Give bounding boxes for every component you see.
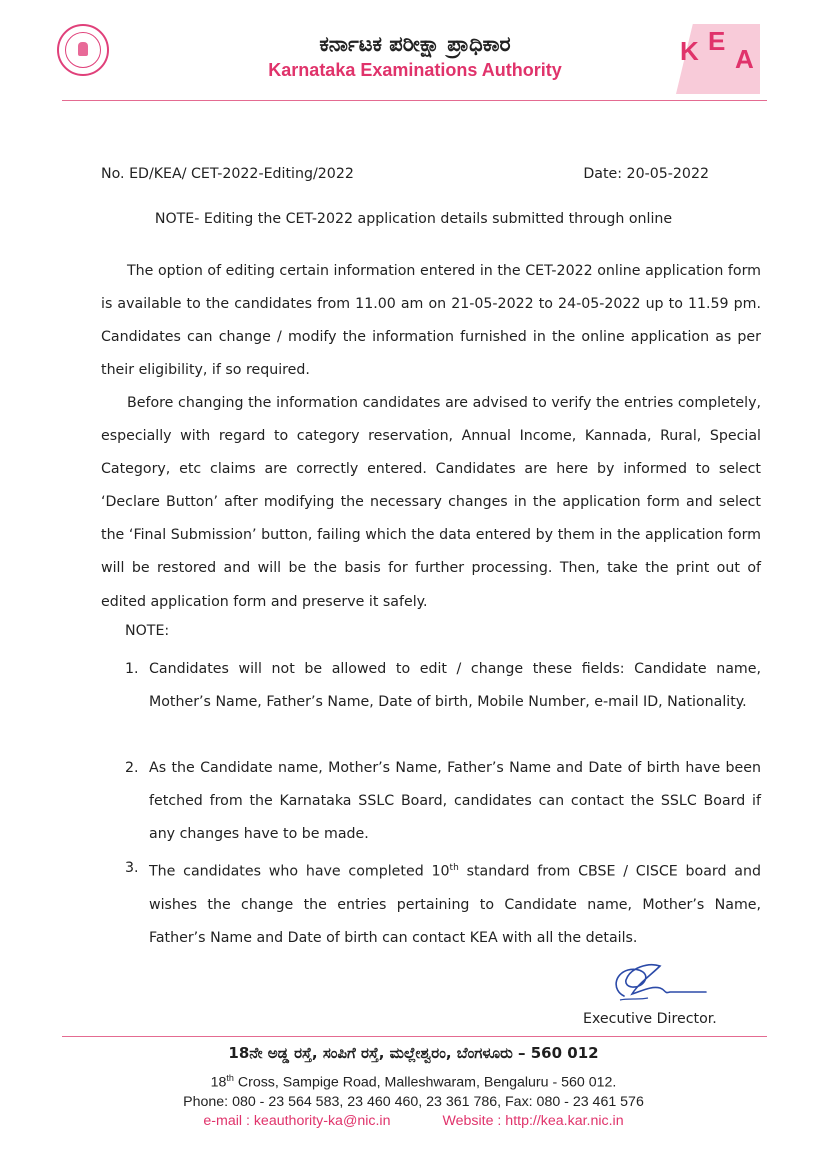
note-item-1-number: 1. xyxy=(125,661,139,677)
note-item-3-text xyxy=(149,852,761,955)
government-seal-icon xyxy=(57,24,109,76)
footer-address-kannada: 18ನೇ ಅಡ್ಡ ರಸ್ತೆ, ಸಂಪಿಗೆ ರಸ್ತೆ, ಮಲ್ಲೇಶ್ವರಂ, ಬೆಂಗಳೂರು – 560 012 xyxy=(228,1044,599,1062)
paragraph-1-text: The option of editing certain information entered in the CET-2022 online application form is available to the candidates from 11.00 am on 21-05-2022 to 24-05-2022 up to 11.59 pm. Candidates can change / modify the information furnished in the online application as per their eligibility, if so required. xyxy=(101,263,761,379)
logo-letter-k: K xyxy=(680,36,699,66)
note-item-3-number: 3. xyxy=(125,860,139,876)
note-item-1-text: Candidates will not be allowed to edit / change these fields: Candidate name, Mother’s Name, Father’s Name, Date of birth, Mobile Number, e-mail ID, Nationality. xyxy=(149,661,761,710)
note-label: NOTE: xyxy=(125,623,170,639)
note-item-2-number: 2. xyxy=(125,760,139,776)
letter-date: Date: 20-05-2022 xyxy=(583,166,709,182)
note-item-2 xyxy=(125,752,761,851)
paragraph-1 xyxy=(101,255,761,387)
footer-address-rest: Cross, Sampige Road, Malleshwaram, Bengaluru - 560 012. xyxy=(233,1074,617,1091)
note-item-3 xyxy=(125,852,761,955)
logo-letter-a: A xyxy=(735,44,754,74)
footer-phone-fax: Phone: 080 - 23 564 583, 23 460 460, 23 361 786, Fax: 080 - 23 461 576 xyxy=(183,1094,644,1110)
footer-website-link[interactable]: Website : http://kea.kar.nic.in xyxy=(442,1113,624,1129)
signatory-title: Executive Director. xyxy=(583,1011,717,1027)
note-item-2-text: As the Candidate name, Mother’s Name, Father’s Name and Date of birth have been fetched from the Karnataka SSLC Board, candidates can contact the SSLC Board if any changes have to be made. xyxy=(149,760,761,842)
kea-logo xyxy=(664,24,760,94)
footer-address-english xyxy=(0,1073,827,1091)
paragraph-2-text: Before changing the information candidates are advised to verify the entries completely, especially with regard to category reservation, Annual Income, Kannada, Rural, Special Category, etc claims are correctly entered. Candidates are here by informed to select ‘Declare Button’ after modifying the necessary changes in the application form and select the ‘Final Submission’ button, failing which the data entered by them in the application form will be restored and will be the basis for further processing. Then, take the print out of edited application form and preserve it safely. xyxy=(101,395,761,610)
letter-subject: NOTE- Editing the CET-2022 application details submitted through online xyxy=(154,211,673,227)
header-title-english: Karnataka Examinations Authority xyxy=(268,60,562,80)
footer-email-link[interactable]: e-mail : keauthority-ka@nic.in xyxy=(203,1113,391,1129)
paragraph-2 xyxy=(101,387,761,619)
signature-icon xyxy=(604,960,714,1010)
reference-number: No. ED/KEA/ CET-2022-Editing/2022 xyxy=(101,166,354,182)
footer-address-superscript: th xyxy=(226,1073,234,1083)
note-item-3-superscript: th xyxy=(449,863,459,873)
header-divider xyxy=(62,100,767,101)
note-item-3-text-before: The candidates who have completed 10 xyxy=(149,863,450,880)
note-item-1 xyxy=(125,653,761,719)
header-title-kannada: ಕರ್ನಾಟಕ ಪರೀಕ್ಷಾ ಪ್ರಾಧಿಕಾರ xyxy=(319,32,511,56)
footer-divider xyxy=(62,1036,767,1037)
footer-contact xyxy=(0,1113,827,1129)
footer-address-number: 18 xyxy=(210,1074,227,1091)
logo-letter-e: E xyxy=(708,26,726,56)
note-item-3-text-after: standard from CBSE / CISCE board and wishes the change the entries pertaining to Candidate name, Mother’s Name, Father’s Name and Date of birth can contact KEA with all the details. xyxy=(149,863,761,946)
